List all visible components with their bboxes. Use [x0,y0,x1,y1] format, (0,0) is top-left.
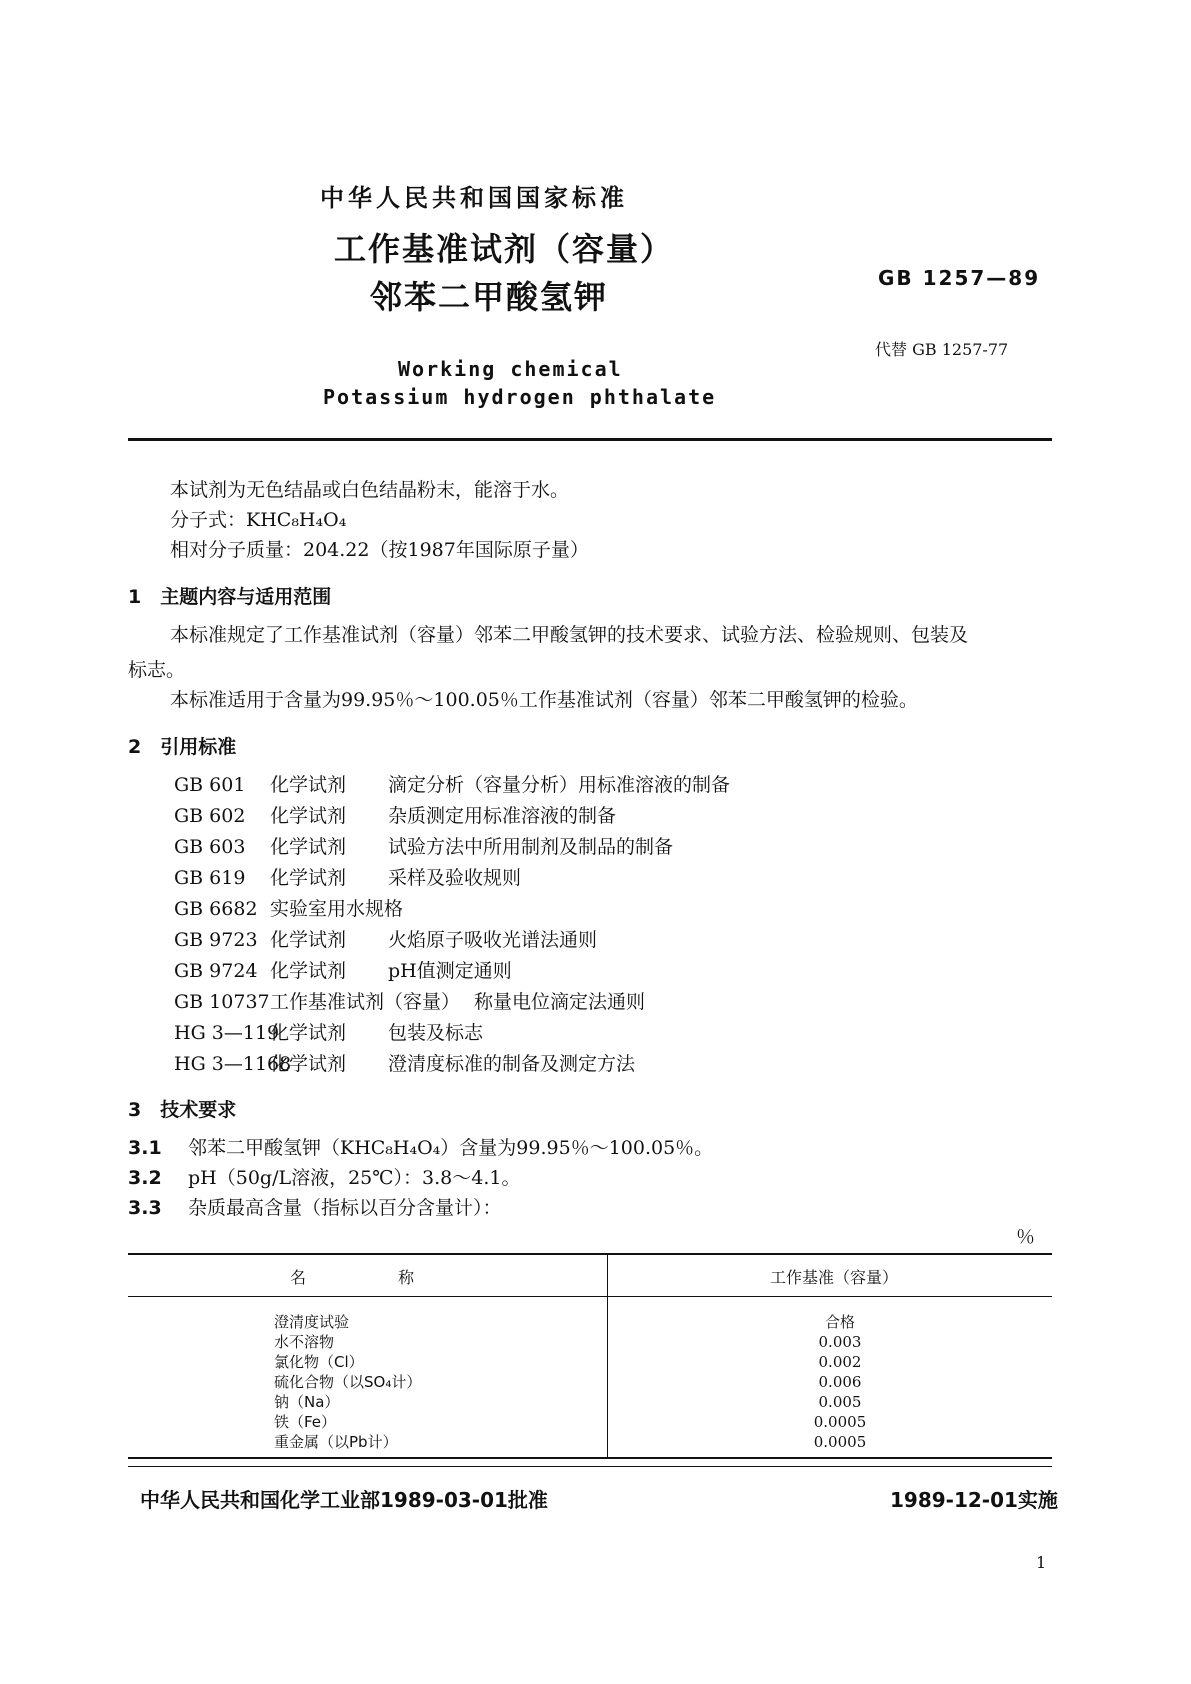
reference-name: 实验室用水规格 [270,898,404,920]
reference-row [174,863,521,890]
reference-row [174,925,597,952]
reference-name: 化学试剂 [270,836,347,858]
table-unit: ％ [1016,1226,1036,1248]
reference-description: pH值测定通则 [388,960,512,982]
reference-code: HG 3—119 [174,1022,280,1044]
reference-name: 化学试剂 [270,774,347,796]
reference-description: 澄清度标准的制备及测定方法 [388,1053,636,1075]
table-header-value: 工作基准（容量） [770,1268,899,1287]
section-3-heading: 3 技术要求 [128,1099,237,1121]
reference-row [174,770,730,797]
table-cell-name: 钠（Na） [274,1393,340,1411]
section-1-heading: 1 主题内容与适用范围 [128,586,332,608]
requirement-number: 3.2 [128,1167,162,1189]
requirement-text: pH（50g/L溶液，25℃）：3.8～4.1。 [188,1167,521,1189]
requirement-item [128,1163,520,1190]
reference-code: GB 10737 [174,991,270,1013]
requirement-text: 邻苯二甲酸氢钾（KHC₈H₄O₄）含量为99.95％～100.05％。 [188,1137,714,1159]
table-cell-name: 澄清度试验 [274,1313,350,1331]
reference-code: GB 601 [174,774,246,796]
reference-name: 化学试剂 [270,1053,347,1075]
intro-description: 本试剂为无色结晶或白色结晶粉末，能溶于水。 [170,479,570,501]
table-top-rule [128,1253,1052,1255]
table-cell-value: 0.0005 [813,1433,867,1451]
table-cell-value: 0.006 [818,1373,862,1391]
reference-name: 化学试剂 [270,867,347,889]
table-values-column [780,1312,900,1452]
table-cell-name: 重金属（以Pb计） [274,1433,398,1451]
table-column-divider [607,1255,608,1458]
reference-code: GB 619 [174,867,246,889]
reference-code: GB 9723 [174,929,258,951]
approval-note: 中华人民共和国化学工业部1989-03-01批准 [140,1488,548,1512]
requirement-text: 杂质最高含量（指标以百分含量计）： [188,1197,502,1219]
table-cell-name: 氯化物（Cl） [274,1353,364,1371]
reference-description: 包装及标志 [388,1022,484,1044]
table-header-rule [128,1296,1052,1297]
table-bottom-rule [128,1457,1052,1459]
reference-name: 化学试剂 [270,929,347,951]
table-cell-name: 硫化合物（以SO₄计） [274,1373,422,1391]
reference-code: HG 3—1168 [174,1053,292,1075]
section-1-para1-line1: 本标准规定了工作基准试剂（容量）邻苯二甲酸氢钾的技术要求、试验方法、检验规则、包装及 [170,624,969,646]
effective-date: 1989-12-01实施 [890,1488,1058,1512]
reference-name: 化学试剂 [270,960,347,982]
requirement-number: 3.3 [128,1197,162,1219]
title-en-line1: Working chemical [398,357,623,381]
requirement-item [128,1133,713,1160]
reference-code: GB 6682 [174,898,258,920]
requirement-item [128,1193,502,1220]
section-1-para1-line2: 标志。 [128,659,186,681]
table-cell-value: 0.005 [818,1393,862,1411]
requirement-number: 3.1 [128,1137,162,1159]
table-cell-value: 0.0005 [813,1413,867,1431]
reference-row [174,832,673,859]
reference-name: 化学试剂 [270,1022,347,1044]
page-number: 1 [1036,1553,1047,1572]
table-cell-name: 水不溶物 [274,1333,335,1351]
reference-row [174,1049,635,1076]
reference-description: 滴定分析（容量分析）用标准溶液的制备 [388,774,731,796]
header-rule [128,438,1052,441]
section-2-heading: 2 引用标准 [128,736,237,758]
reference-code: GB 9724 [174,960,258,982]
national-standard-label: 中华人民共和国国家标准 [320,184,628,212]
table-cell-value: 合格 [824,1313,855,1331]
standard-code: GB 1257—89 [878,266,1041,290]
formula-label: 分子式： [170,509,247,531]
reference-description: 火焰原子吸收光谱法通则 [388,929,598,951]
title-zh-line1: 工作基准试剂（容量） [334,230,675,268]
reference-row [174,987,645,1014]
title-en-line2: Potassium hydrogen phthalate [323,385,717,409]
table-cell-name: 铁（Fe） [274,1413,337,1431]
reference-description: 杂质测定用标准溶液的制备 [388,805,617,827]
reference-row [174,1018,483,1045]
table-names-column [274,1312,421,1452]
footer-top-rule [128,1466,1052,1467]
reference-code: GB 603 [174,836,246,858]
title-zh-line2: 邻苯二甲酸氢钾 [370,278,609,316]
reference-row [174,956,512,983]
reference-row [174,801,616,828]
formula-value: KHC₈H₄O₄ [246,509,347,531]
reference-name: 化学试剂 [270,805,347,827]
table-cell-value: 0.002 [818,1353,862,1371]
reference-description: 称量电位滴定法通则 [474,991,646,1013]
replaces-note: 代替 GB 1257-77 [875,340,1009,359]
molecular-formula [170,505,346,532]
table-cell-value: 0.003 [818,1333,862,1351]
reference-row [174,894,417,921]
reference-description: 试验方法中所用制剂及制品的制备 [388,836,674,858]
section-1-para2: 本标准适用于含量为99.95％～100.05％工作基准试剂（容量）邻苯二甲酸氢钾的检验。 [170,689,918,711]
table-header-name: 名 称 [290,1268,417,1287]
reference-name: 工作基准试剂（容量） [270,991,461,1013]
molecular-mass: 相对分子质量：204.22（按1987年国际原子量） [170,539,589,561]
reference-code: GB 602 [174,805,246,827]
reference-description: 采样及验收规则 [388,867,522,889]
